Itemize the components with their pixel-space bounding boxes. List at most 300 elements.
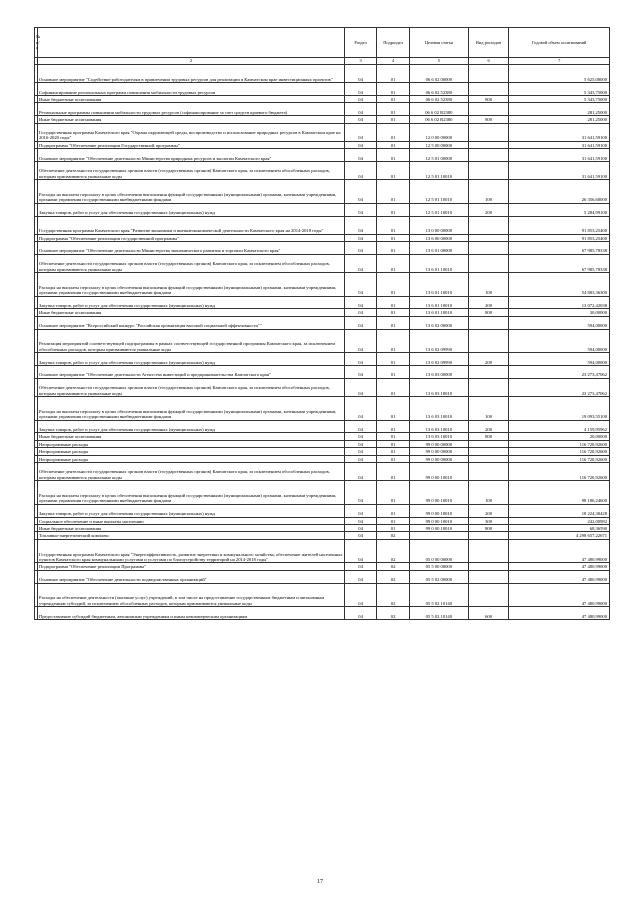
row-kind-cell: 200 [468,353,509,366]
table-header [35,28,610,65]
row-article-cell: 13 6 02 00000 [409,316,468,329]
row-kind-cell: 300 [468,517,509,524]
row-name-cell: Закупка товаров, работ и услуг для обеспечения государственных (муниципальных) нужд [38,504,345,517]
table-row [35,504,610,517]
row-article-cell: 12 5 01 00000 [409,149,468,162]
row-section-cell: 04 [344,316,377,329]
row-section-cell: 04 [344,254,377,272]
row-name-cell: Иные бюджетные ассигнования [38,95,345,102]
row-kind-cell [468,462,509,480]
row-sum-cell: 13 072,42038 [509,296,610,309]
row-name-cell: Основное мероприятие "Обеспечение деятельности Агентства инвестиций и предпринимательства Камчатского края" [38,366,345,379]
header-section: Раздел [344,28,377,58]
row-sum-cell: 23 273,47062 [509,378,610,396]
row-kind-cell [468,570,509,583]
row-kind-cell [468,440,509,447]
row-section-cell: 04 [344,570,377,583]
header-number: 2 [38,58,345,65]
row-sum-cell: 47 480,99000 [509,583,610,607]
row-name-cell: Обеспечение деятельности государственных органов власти (государственных органов) Камчатского края, за исключением обособленных расходов, которым присваиваются уникальные коды [38,161,345,179]
row-name-cell: Закупка товаров, работ и услуг для обеспечения государственных (муниципальных) нужд [38,420,345,433]
row-kind-cell: 200 [468,420,509,433]
row-kind-cell [468,65,509,83]
row-name-cell: Основное мероприятие "Обеспечение деятельности подведомственных организаций" [38,570,345,583]
row-subsection-cell: 01 [377,123,410,141]
row-name-cell: Расходы на выплаты персоналу в целях обеспечения выполнения функций государственными (муниципальными) органами, казенными учреждениями, органами управления государственными внебюджетными фондами [38,273,345,297]
row-sum-cell: 98 186,24600 [509,481,610,505]
row-subsection-cell: 01 [377,234,410,241]
row-sum-cell: 54 883,36300 [509,273,610,297]
row-sum-cell: 5 343,75000 [509,83,610,96]
row-article-cell: 13 6 01 00000 [409,242,468,255]
row-sum-cell: 5 284,99100 [509,203,610,216]
row-sum-cell: 68,36590 [509,524,610,531]
row-kind-cell: 800 [468,95,509,102]
row-sum-cell: 47 480,99000 [509,570,610,583]
row-name-cell: Непрограммные расходы [38,448,345,455]
row-name-cell: Непрограммные расходы [38,455,345,462]
row-article-cell: 12 5 01 10010 [409,180,468,204]
table-row [35,607,610,620]
table-row [35,242,610,255]
row-section-cell: 04 [344,440,377,447]
row-sum-cell: 18 224,30428 [509,504,610,517]
row-sum-cell: 5 625,00000 [509,65,610,83]
row-section-cell: 04 [344,607,377,620]
row-name-cell: Иные бюджетные ассигнования [38,116,345,123]
row-name-cell: Реализация мероприятий соответствующей подпрограммы в рамках соответствующей государственной программы Камчатского края, за исключением обособленных расходов, которым присваиваются уникальные коды [38,329,345,353]
row-subsection-cell: 01 [377,180,410,204]
row-kind-cell: 100 [468,481,509,505]
row-name-cell: Софинансирование региональных программ повышения мобильности трудовых ресурсов [38,83,345,96]
row-sum-cell: 23 273,47062 [509,366,610,379]
row-article-cell: 06 6 02 R2380 [409,116,468,123]
row-section-cell: 04 [344,149,377,162]
row-article-cell: 99 0 00 00000 [409,455,468,462]
row-kind-cell [468,123,509,141]
row-kind-cell [468,149,509,162]
row-subsection-cell: 01 [377,149,410,162]
row-sum-cell: 47 480,99000 [509,607,610,620]
row-name-cell: Закупка товаров, работ и услуг для обеспечения государственных (муниципальных) нужд [38,296,345,309]
row-article-cell: 05 5 02 10140 [409,583,468,607]
row-subsection-cell: 02 [377,570,410,583]
row-name-cell: Расходы на выплаты персоналу в целях обеспечения выполнения функций государственными (муниципальными) органами, казенными учреждениями, органами управления государственными внебюджетными фондами [38,397,345,421]
row-article-cell: 99 0 00 00000 [409,440,468,447]
row-section-cell: 04 [344,203,377,216]
row-name-cell: Основное мероприятие "Обеспечение деятельности Министерства природных ресурсов и экологии Камчатского края" [38,149,345,162]
row-sum-cell: 4 298 657,22671 [509,532,610,539]
row-article-cell: 99 0 00 10010 [409,517,468,524]
row-kind-cell: 100 [468,180,509,204]
row-section-cell: 04 [344,517,377,524]
row-name-cell: Расходы на выплаты персоналу в целях обеспечения выполнения функций государственными (муниципальными) органами, казенными учреждениями, органами управления государственными внебюджетными фондами [38,481,345,505]
row-article-cell: 13 6 03 00000 [409,366,468,379]
row-article-cell: 13 6 03 10010 [409,378,468,396]
row-section-cell: 04 [344,161,377,179]
row-section-cell: 04 [344,242,377,255]
row-name-cell: Иные бюджетные ассигнования [38,524,345,531]
row-article-cell: 05 5 02 10140 [409,607,468,620]
header-subsection: Подраздел [377,28,410,58]
row-sum-cell: 242,00982 [509,517,610,524]
row-name-cell: Государственная программа Камчатского края "Охрана окружающей среды, воспроизводство и использование природных ресурсов в Камчатском крае на 2016-2020 годы" [38,123,345,141]
row-name-cell: Закупка товаров, работ и услуг для обеспечения государственных (муниципальных) нужд [38,203,345,216]
table-row [35,296,610,309]
header-article: Целевая статья [409,28,468,58]
row-section-cell: 04 [344,366,377,379]
table-row [35,563,610,570]
row-article-cell: 13 0 00 00000 [409,216,468,234]
row-sum-cell: 67 985,78338 [509,254,610,272]
row-article-cell: 13 6 03 10010 [409,420,468,433]
row-article-cell: 99 0 00 10010 [409,504,468,517]
row-subsection-cell: 01 [377,161,410,179]
row-article-cell: 99 0 00 00000 [409,448,468,455]
table-row [35,517,610,524]
table-row [35,329,610,353]
row-subsection-cell: 01 [377,462,410,480]
row-section-cell: 04 [344,123,377,141]
row-subsection-cell: 01 [377,273,410,297]
table-row [35,420,610,433]
row-subsection-cell: 01 [377,440,410,447]
row-name-cell: Подпрограмма "Обеспечение реализации Программы" [38,563,345,570]
row-sum-cell: 67 985,78338 [509,242,610,255]
row-subsection-cell: 01 [377,65,410,83]
row-article-cell: 13 6 01 10010 [409,273,468,297]
row-name-cell: Государственная программа Камчатского края "Развитие экономики и внешнеэкономической деятельности Камчатского края на 2014-2018 годы" [38,216,345,234]
row-name-cell: Топливно-энергетический комплекс [38,532,345,539]
header-number: 1 [36,58,39,64]
row-section-cell: 04 [344,83,377,96]
table-row [35,149,610,162]
row-article-cell: 05 5 00 00000 [409,563,468,570]
table-row [35,141,610,148]
table-row [35,570,610,583]
row-kind-cell: 800 [468,524,509,531]
row-kind-cell: 200 [468,504,509,517]
row-subsection-cell: 01 [377,378,410,396]
row-subsection-cell: 01 [377,296,410,309]
row-sum-cell: 116 720,92600 [509,448,610,455]
row-subsection-cell: 01 [377,83,410,96]
row-section-cell: 04 [344,563,377,570]
row-article-cell: 13 6 02 09990 [409,329,468,353]
row-name-cell: Предоставление субсидий бюджетным, автономным учреждениям и иным некоммерческим организациям [38,607,345,620]
row-sum-cell: 31 641,59100 [509,161,610,179]
row-section-cell: 04 [344,462,377,480]
row-section-cell: 04 [344,329,377,353]
row-subsection-cell: 01 [377,517,410,524]
table-row [35,203,610,216]
row-section-cell: 04 [344,420,377,433]
row-name-cell: Основное мероприятие "Содействие работодателям в привлечении трудовых ресурсов для реализации в Камчатском крае инвестиционных проектов" [38,65,345,83]
header-sum: Годовой объем ассигнований [509,28,610,58]
row-article-cell: 05 0 00 00000 [409,539,468,563]
row-sum-cell: 26 356,60000 [509,180,610,204]
row-article-cell: 99 0 00 10010 [409,481,468,505]
row-subsection-cell: 01 [377,203,410,216]
row-kind-cell [468,83,509,96]
budget-table [34,27,610,620]
row-article-cell: 13 6 02 09990 [409,353,468,366]
row-subsection-cell: 02 [377,532,410,539]
row-article-cell: 06 6 02 52380 [409,95,468,102]
table-row [35,316,610,329]
row-section-cell: 04 [344,455,377,462]
table-row [35,366,610,379]
row-name-cell: Закупка товаров, работ и услуг для обеспечения государственных (муниципальных) нужд [38,353,345,366]
row-section-cell: 04 [344,103,377,116]
header-number: 7 [509,58,610,65]
row-article-cell: 13 6 01 10010 [409,296,468,309]
table-row [35,234,610,241]
header-number-row [35,58,610,65]
row-section-cell: 04 [344,532,377,539]
row-subsection-cell: 01 [377,524,410,531]
row-article-cell: 13 6 01 10010 [409,254,468,272]
row-subsection-cell: 01 [377,103,410,116]
table-row [35,309,610,316]
row-kind-cell [468,329,509,353]
row-section-cell: 04 [344,234,377,241]
row-name-cell: Иные бюджетные ассигнования [38,433,345,440]
table-row [35,455,610,462]
row-section-cell: 04 [344,180,377,204]
row-kind-cell [468,563,509,570]
row-subsection-cell: 01 [377,504,410,517]
row-sum-cell: 116 720,92600 [509,462,610,480]
row-subsection-cell: 01 [377,420,410,433]
table-row [35,216,610,234]
row-section-cell: 04 [344,141,377,148]
row-sum-cell: 116 720,92600 [509,455,610,462]
row-article-cell: 12 5 01 10010 [409,161,468,179]
table-row [35,95,610,102]
row-article-cell: 06 6 02 R2380 [409,103,468,116]
table-row [35,123,610,141]
row-sum-cell: 91 853,25400 [509,234,610,241]
row-subsection-cell: 01 [377,455,410,462]
table-row [35,103,610,116]
row-sum-cell: 116 720,92600 [509,440,610,447]
table-row [35,116,610,123]
table-row [35,532,610,539]
row-kind-cell [468,216,509,234]
row-name-cell: Расходы на обеспечение деятельности (оказание услуг) учреждений, в том числе на предоставление государственным бюджетным и автономным учреждениям субсидий, за исключением обособленных расходов, которым присваиваются уникальные коды [38,583,345,607]
table-row [35,180,610,204]
row-sum-cell: 594,00000 [509,353,610,366]
row-article-cell: 13 6 03 10010 [409,397,468,421]
row-name-cell: Основное мероприятие "Всероссийский конкурс "Российская организация высокой социальной эффективности"" [38,316,345,329]
row-subsection-cell: 02 [377,607,410,620]
row-section-cell: 04 [344,433,377,440]
table-row [35,273,610,297]
row-name-cell: Расходы на выплаты персоналу в целях обеспечения выполнения функций государственными (муниципальными) органами, казенными учреждениями, органами управления государственными внебюджетными фондами [38,180,345,204]
row-subsection-cell: 01 [377,316,410,329]
row-sum-cell: 594,00000 [509,316,610,329]
row-subsection-cell: 02 [377,583,410,607]
row-kind-cell: 200 [468,203,509,216]
table-row [35,440,610,447]
row-sum-cell: 4 159,95962 [509,420,610,433]
row-kind-cell [468,141,509,148]
row-subsection-cell: 01 [377,433,410,440]
row-name-cell: Непрограммные расходы [38,440,345,447]
table-row [35,583,610,607]
header-row [35,28,610,58]
row-section-cell: 04 [344,353,377,366]
row-section-cell: 04 [344,448,377,455]
table-row [35,65,610,83]
row-sum-cell: 47 480,99000 [509,563,610,570]
row-kind-cell: 600 [468,607,509,620]
header-number: 3 [344,58,377,65]
row-kind-cell [468,366,509,379]
table-row [35,481,610,505]
row-subsection-cell: 01 [377,254,410,272]
row-sum-cell: 281,25000 [509,116,610,123]
row-sum-cell: 91 853,25400 [509,216,610,234]
row-subsection-cell: 01 [377,216,410,234]
row-subsection-cell: 01 [377,95,410,102]
row-section-cell: 04 [344,95,377,102]
row-article-cell: 99 0 00 10010 [409,462,468,480]
row-sum-cell: 281,25000 [509,103,610,116]
row-article-cell: 05 5 02 00000 [409,570,468,583]
table-row [35,353,610,366]
row-name-cell: Социальное обеспечение и иные выплаты населению [38,517,345,524]
row-name-cell: Подпрограмма "Обеспечение реализации Государственной программы" [38,141,345,148]
table-body [35,65,610,620]
row-section-cell: 04 [344,397,377,421]
row-sum-cell: 31 641,59100 [509,149,610,162]
table-row [35,254,610,272]
row-article-cell: 99 0 00 10010 [409,524,468,531]
row-kind-cell [468,532,509,539]
row-article-cell: 12 5 01 10010 [409,203,468,216]
row-article-cell [409,532,468,539]
row-subsection-cell: 01 [377,397,410,421]
row-article-cell: 13 6 03 10010 [409,433,468,440]
row-subsection-cell: 01 [377,481,410,505]
row-kind-cell: 200 [468,296,509,309]
row-section-cell: 04 [344,216,377,234]
row-subsection-cell: 01 [377,309,410,316]
table-row [35,161,610,179]
row-kind-cell [468,234,509,241]
table-row [35,83,610,96]
row-section-cell: 04 [344,378,377,396]
row-section-cell: 04 [344,296,377,309]
row-section-cell: 04 [344,309,377,316]
table-row [35,378,610,396]
row-section-cell: 04 [344,273,377,297]
row-kind-cell [468,583,509,607]
row-kind-cell [468,378,509,396]
row-subsection-cell: 02 [377,539,410,563]
header-number: 4 [377,58,410,65]
row-sum-cell: 31 641,59100 [509,141,610,148]
row-name-cell: Обеспечение деятельности государственных органов власти (государственных органов) Камчатского края, за исключением обособленных расходов, которым присваиваются уникальные коды [38,462,345,480]
row-section-cell: 04 [344,539,377,563]
row-name-cell: Обеспечение деятельности государственных органов власти (государственных органов) Камчатского края, за исключением обособленных расходов, которым присваиваются уникальные коды [38,254,345,272]
row-kind-cell: 100 [468,273,509,297]
row-subsection-cell: 01 [377,448,410,455]
row-kind-cell [468,242,509,255]
row-subsection-cell: 02 [377,563,410,570]
row-section-cell: 04 [344,65,377,83]
row-name-cell: Иные бюджетные ассигнования [38,309,345,316]
row-kind-cell [468,103,509,116]
row-subsection-cell: 01 [377,141,410,148]
row-kind-cell: 800 [468,116,509,123]
row-sum-cell: 5 343,75000 [509,95,610,102]
table-row [35,448,610,455]
row-kind-cell: 800 [468,309,509,316]
header-number: 5 [409,58,468,65]
row-section-cell: 04 [344,524,377,531]
row-name-cell: Основное мероприятие "Обеспечение деятельности Министерства экономического развития и торговли Камчатского края" [38,242,345,255]
row-name-cell: Региональные программы повышения мобильности трудовых ресурсов (софинансирование за счет средств краевого бюджета) [38,103,345,116]
row-article-cell: 13 6 01 10010 [409,309,468,316]
row-kind-cell: 800 [468,433,509,440]
table-row [35,462,610,480]
row-sum-cell: 47 480,99000 [509,539,610,563]
row-subsection-cell: 01 [377,366,410,379]
row-sum-cell: 594,00000 [509,329,610,353]
row-section-cell: 04 [344,583,377,607]
row-kind-cell [468,254,509,272]
row-sum-cell: 31 641,59100 [509,123,610,141]
header-kind: Вид расходов [468,28,509,58]
row-article-cell: 12 0 00 00000 [409,123,468,141]
row-kind-cell [468,316,509,329]
table-row [35,539,610,563]
row-name-cell: Подпрограмма "Обеспечение реализации государственной программы" [38,234,345,241]
row-kind-cell [468,161,509,179]
row-subsection-cell: 01 [377,353,410,366]
row-name-cell: Государственная программа Камчатского края "Энергоэффективность, развитие энергетики и коммунального хозяйства, обеспечение жителей населенных пунктов Камчатского края коммунальными услугами и услугами по благоустройству территорий на 2014-2018 годы" [38,539,345,563]
row-kind-cell [468,455,509,462]
row-article-cell: 06 6 02 52380 [409,83,468,96]
row-section-cell: 04 [344,116,377,123]
table-row [35,397,610,421]
row-sum-cell: 20,00000 [509,433,610,440]
page-number: 17 [317,879,323,885]
header-number: 6 [468,58,509,65]
row-article-cell: 12 5 00 00000 [409,141,468,148]
table-row [35,433,610,440]
row-name-cell: Обеспечение деятельности государственных органов власти (государственных органов) Камчатского края, за исключением обособленных расходов, которым присваиваются уникальные коды [38,378,345,396]
row-article-cell: 13 6 00 00000 [409,234,468,241]
row-article-cell: 06 6 02 00000 [409,65,468,83]
row-sum-cell: 30,00000 [509,309,610,316]
row-kind-cell: 100 [468,397,509,421]
row-subsection-cell: 01 [377,242,410,255]
row-sum-cell: 19 093,55100 [509,397,610,421]
row-kind-cell [468,539,509,563]
row-section-cell: 04 [344,504,377,517]
row-subsection-cell: 01 [377,116,410,123]
row-section-cell: 04 [344,481,377,505]
header-no: № п/п [35,28,38,58]
table-row [35,524,610,531]
row-subsection-cell: 01 [377,329,410,353]
header-name [38,28,345,58]
row-kind-cell [468,448,509,455]
